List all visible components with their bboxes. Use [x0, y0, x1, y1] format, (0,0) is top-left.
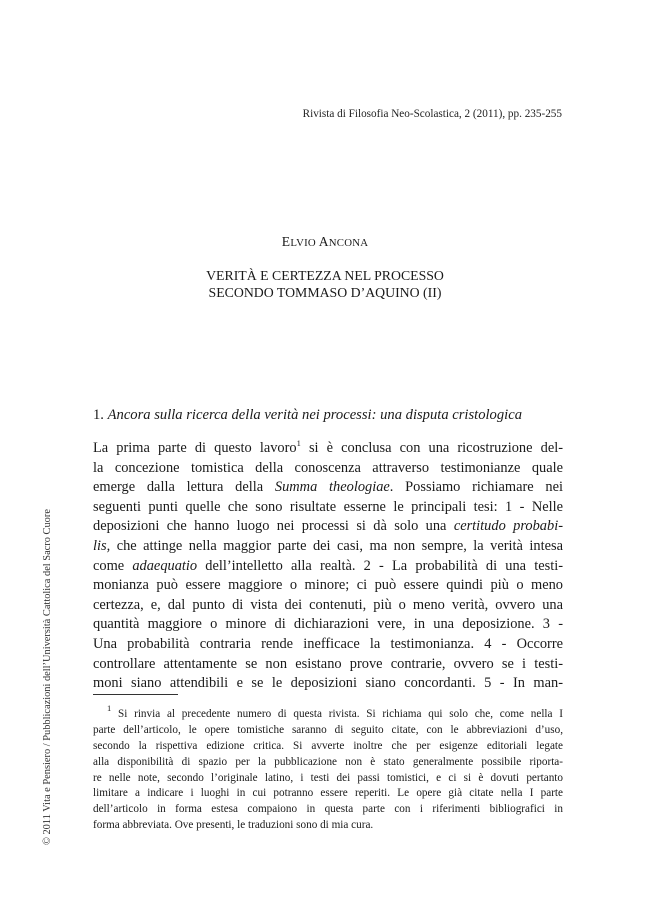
- body-line: controllare attentamente se non esistano prove contrarie, ovvero se i testi-: [93, 655, 563, 672]
- footnote-separator: [93, 694, 178, 695]
- body-line: [93, 537, 563, 557]
- body-text-run: come: [93, 557, 133, 574]
- copyright-notice: © 2011 Vita e Pensiero / Pubblicazioni dell’Università Cattolica del Sacro Cuore: [42, 509, 53, 845]
- body-line: [93, 517, 563, 537]
- footnote-line: [93, 703, 563, 723]
- body-text-run: si è conclusa con una ricostruzione del-: [300, 440, 563, 456]
- footnote-line: forma abbreviata. Ove presenti, le traduzioni sono di mia cura.: [93, 819, 374, 832]
- body-line: [93, 478, 563, 498]
- author-first-initial: E: [281, 234, 291, 249]
- footnote-line: secondo la rispettiva edizione critica. Si avverte inoltre che per esigenze editoriali legate: [93, 739, 563, 752]
- article-title-line-1: VERITÀ E CERTEZZA NEL PROCESSO: [206, 268, 444, 283]
- body-line: certezza, e, dal punto di vista dei contenuti, più o meno verità, ovvero una: [93, 596, 563, 613]
- article-title: [0, 267, 650, 301]
- footnote-line: limitare a indicare i luoghi in cui potranno essere reperiti. Le opere già citate nella I parte: [93, 787, 563, 800]
- body-line: [93, 557, 563, 577]
- italic-term: adaequatio: [132, 557, 198, 574]
- body-text-run: La prima parte di questo lavoro: [93, 440, 297, 456]
- footnote-text-run: Si rinvia al precedente numero di questa rivista. Si richiama qui solo che, come nella I: [111, 708, 563, 720]
- footnote-line: parte dell’articolo, le opere tomistiche saranno di seguito citate, con le abbreviazioni d’uso,: [93, 723, 563, 736]
- body-line: quantità maggiore o minore di dichiarazioni vere, in una deposizione. 3 -: [93, 616, 563, 633]
- body-text: [93, 439, 563, 694]
- section-heading: [93, 407, 563, 424]
- section-title: Ancora sulla ricerca della verità nei processi: una disputa cristologica: [107, 407, 522, 423]
- body-text-run: . Possiamo richiamare nei: [389, 479, 563, 496]
- body-line: moni siano attendibili e se le deposizioni siano concordanti. 5 - In man-: [93, 675, 563, 692]
- body-line: monianza può essere maggiore o minore; ci può essere quindi più o meno: [93, 577, 563, 594]
- body-line: la concezione tomistica della conoscenza attraverso testimonianze quale: [93, 459, 563, 476]
- body-text-run: che attinge nella maggior parte dei casi, ma non sempre, la verità intesa: [110, 537, 563, 554]
- footnote-marker: 1: [107, 703, 112, 713]
- footnote-line: alla disponibilità di spazio per la pubblicazione non è stato generalmente possibile riporta-: [93, 755, 563, 768]
- italic-term: lis,: [93, 537, 111, 554]
- author-last-rest: NCONA: [328, 237, 369, 249]
- author-first-rest: LVIO: [290, 237, 316, 249]
- body-text-run: dell’intelletto alla realtà. 2 - La probabilità di una testi-: [197, 557, 563, 574]
- journal-reference: Rivista di Filosofia Neo-Scolastica, 2 (2011), pp. 235-255: [302, 108, 562, 120]
- body-line: seguenti punti quelle che sono risultate esserne le principali tesi: 1 - Nelle: [93, 498, 563, 515]
- body-line: Una probabilità contraria rende inefficace la testimonianza. 4 - Occorre: [93, 635, 563, 652]
- article-title-line-2: SECONDO TOMMASO D’AQUINO (II): [208, 285, 442, 300]
- body-line: [93, 439, 563, 459]
- body-text-run: emerge dalla lettura della: [93, 479, 275, 496]
- body-text-run: deposizioni che hanno luogo nei processi si dà solo una: [93, 518, 454, 535]
- author-name: [0, 234, 650, 250]
- italic-term: Summa theologiae: [274, 479, 390, 496]
- footnote-1: [93, 703, 563, 834]
- author-last-initial: A: [318, 234, 329, 249]
- footnote-ref-1[interactable]: 1: [296, 438, 301, 448]
- section-number: 1.: [93, 407, 104, 423]
- footnote-line: dell’articolo in forma estesa compaiono in questa parte con i riferimenti bibliografici in: [93, 803, 563, 816]
- italic-term: certitudo probabi-: [453, 518, 563, 535]
- footnote-line: re nelle note, secondo l’originale latino, i testi dei passi tomistici, e ci si è dovuti pertanto: [93, 771, 563, 784]
